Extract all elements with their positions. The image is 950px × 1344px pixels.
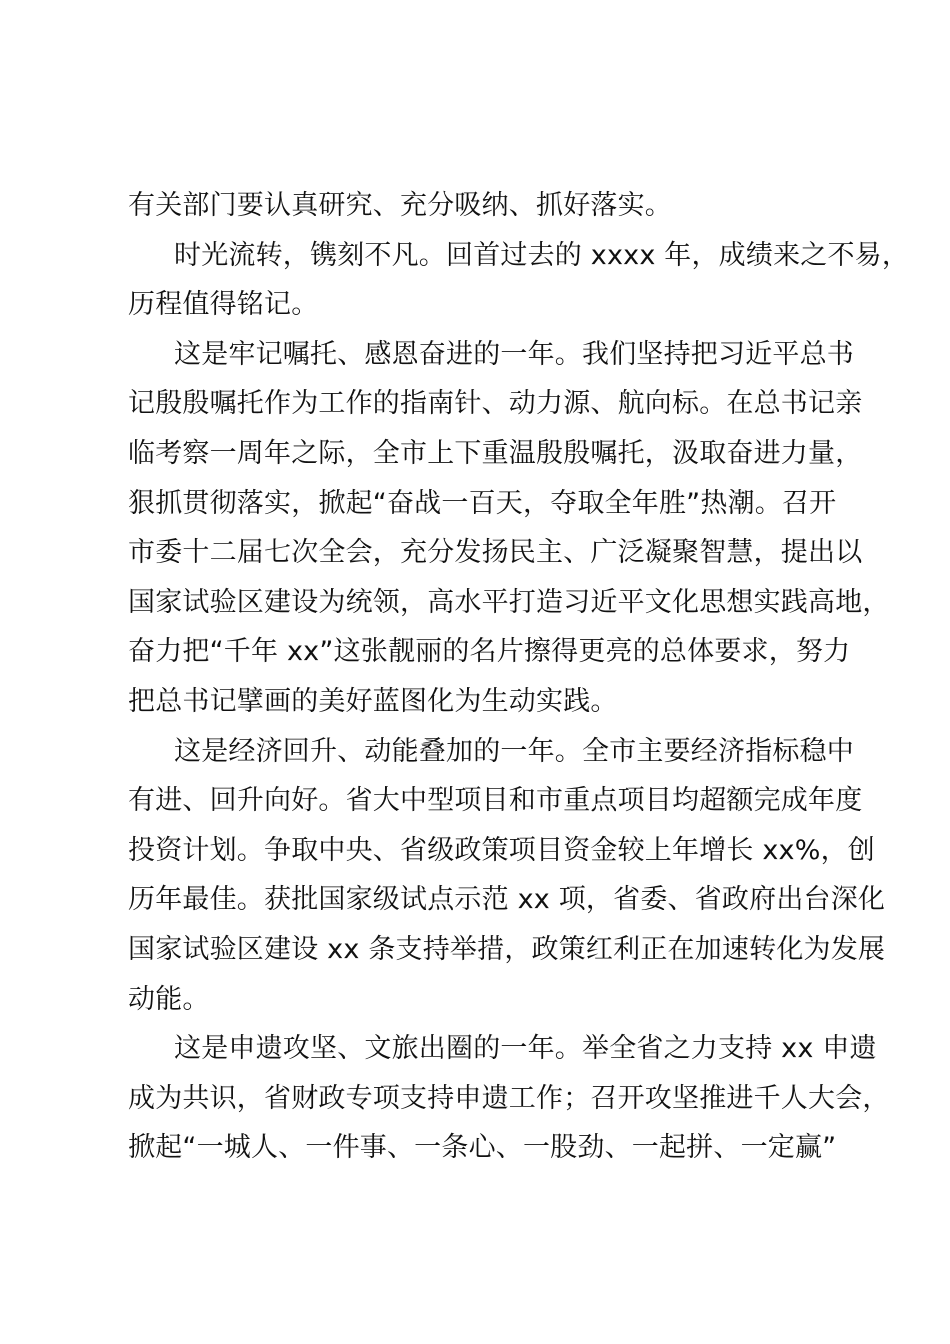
paragraph-first-line: 时光流转，镌刻不凡。回首过去的 xxxx 年，成绩来之不易， <box>174 239 910 271</box>
text-line: 国家试验区建设 xx 条支持举措，政策红利正在加速转化为发展 <box>128 933 886 965</box>
paragraph-first-line: 这是申遗攻坚、文旅出圈的一年。举全省之力支持 xx 申遗 <box>174 1033 877 1065</box>
text-line: 市委十二届七次全会，充分发扬民主、广泛凝聚智慧，提出以 <box>128 537 863 569</box>
paragraph-first-line: 这是牢记嘱托、感恩奋进的一年。我们坚持把习近平总书 <box>174 338 854 370</box>
text-line: 动能。 <box>128 983 210 1015</box>
text-line: 有关部门要认真研究、充分吸纳、抓好落实。 <box>128 190 672 221</box>
text-line: 掀起“一城人、一件事、一条心、一股劲、一起拼、一定赢” <box>128 1132 837 1164</box>
document-body <box>128 181 910 1173</box>
paragraph-first-line: 这是经济回升、动能叠加的一年。全市主要经济指标稳中 <box>174 735 854 767</box>
text-line: 有进、回升向好。省大中型项目和市重点项目均超额完成年度 <box>128 785 863 817</box>
text-line: 记殷殷嘱托作为工作的指南针、动力源、航向标。在总书记亲 <box>128 388 863 420</box>
text-line: 历年最佳。获批国家级试点示范 xx 项，省委、省政府出台深化 <box>128 884 886 916</box>
text-line: 奋力把“千年 xx”这张靓丽的名片擦得更亮的总体要求，努力 <box>128 636 851 668</box>
text-line: 历程值得铭记。 <box>128 289 319 321</box>
text-line: 狠抓贯彻落实，掀起“奋战一百天，夺取全年胜”热潮。召开 <box>128 487 837 519</box>
text-line: 把总书记擘画的美好蓝图化为生动实践。 <box>128 685 618 717</box>
text-line: 投资计划。争取中央、省级政策项目资金较上年增长 xx%，创 <box>128 834 875 866</box>
text-line: 成为共识，省财政专项支持申遗工作；召开攻坚推进千人大会， <box>128 1082 890 1114</box>
text-line: 国家试验区建设为统领，高水平打造习近平文化思想实践高地， <box>128 586 890 618</box>
text-line: 临考察一周年之际，全市上下重温殷殷嘱托，汲取奋进力量， <box>128 437 863 469</box>
